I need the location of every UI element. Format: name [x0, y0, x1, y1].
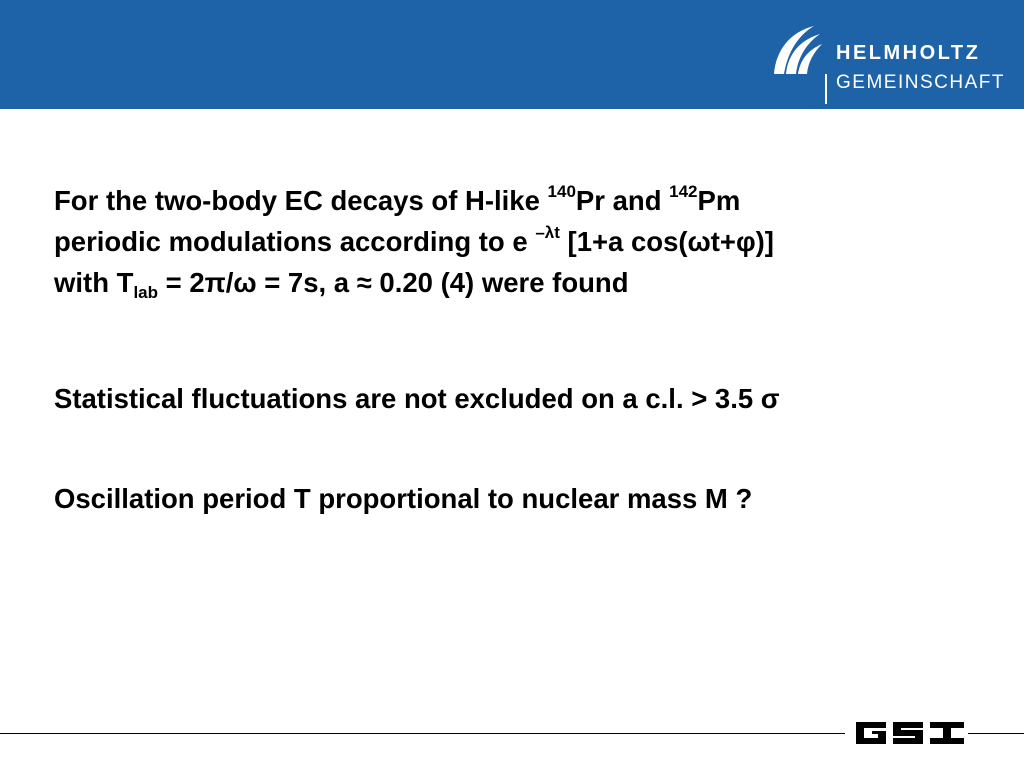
mass-number-pr: 140: [547, 182, 576, 201]
text: Pm: [697, 185, 741, 216]
brand-name: HELMHOLTZ: [836, 42, 981, 64]
mass-number-pm: 142: [669, 182, 698, 201]
header-bar: [0, 0, 1024, 109]
helmholtz-wave-icon: [770, 22, 824, 76]
text: Pr and: [575, 185, 670, 216]
paragraph-fluctuations: Statistical fluctuations are not excluded on a c.l. > 3.5 σ: [54, 383, 780, 414]
subscript-lab: lab: [133, 283, 158, 302]
text: periodic modulations according to e: [54, 226, 536, 257]
brand-subname: GEMEINSCHAFT: [836, 72, 1005, 93]
text: [1+a cos(ωt+φ)]: [559, 226, 774, 257]
paragraph-decays: [54, 180, 774, 303]
line-decays-2: [54, 221, 774, 262]
exponent: –λt: [535, 223, 560, 242]
text: For the two-body EC decays of H-like: [54, 185, 548, 216]
line-decays-3: [54, 262, 774, 303]
footer-rule-left: [0, 733, 845, 734]
line-decays-1: [54, 180, 774, 221]
paragraph-oscillation: Oscillation period T proportional to nuclear mass M ?: [54, 483, 753, 514]
logo-divider: [825, 74, 827, 104]
helmholtz-logo: [770, 22, 1010, 106]
gsi-logo: [856, 722, 964, 744]
text: with T: [54, 267, 134, 298]
footer-rule-right: [968, 733, 1024, 734]
text: = 2π/ω = 7s, a ≈ 0.20 (4) were found: [158, 267, 629, 298]
